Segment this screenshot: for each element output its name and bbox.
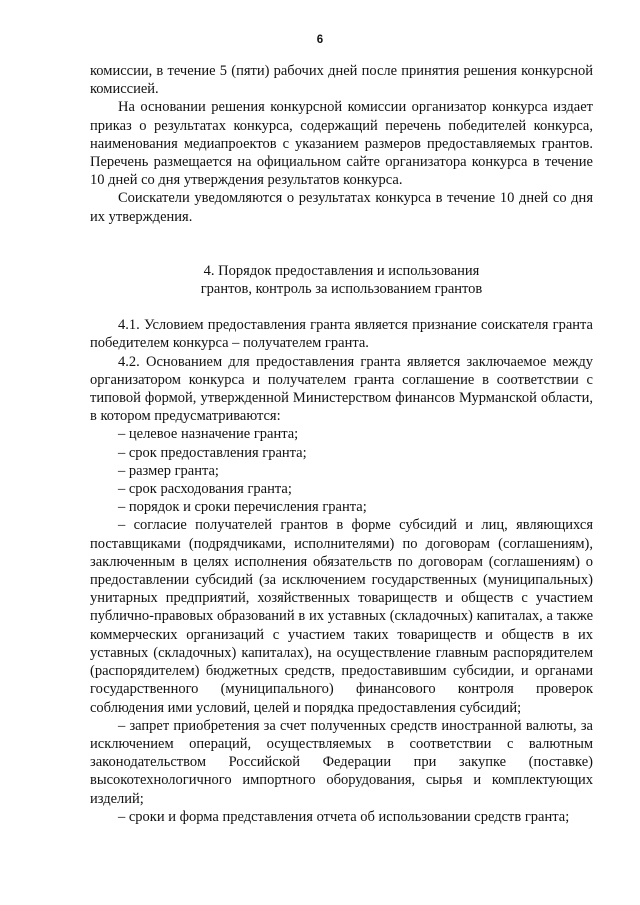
list-item: – согласие получателей грантов в форме субсидий и лиц, являющихся поставщиками (подрядчиками, исполнителями) по договорам (соглашениям), заключенным в целях исполнения обязательств по договорам (соглашениям) о предоставлении субсидий (за исключением государственных (муниципальных) унитарных предприятий, хозяйственных товариществ и обществ с участием публично-правовых образований в их уставных (складочных) капиталах, а также коммерческих организаций с участием таких товариществ и обществ в их уставных (складочных) капиталах), на осуществление главным распорядителем (распорядителем) бюджетных средств, предоставившим субсидии, и органами государственного (муниципального) финансового контроля проверок соблюдения ими условий, целей и порядка предоставления субсидий; xyxy=(90,517,593,716)
list-item: – сроки и форма представления отчета об использовании средств гранта; xyxy=(118,808,570,825)
document-body xyxy=(90,62,593,826)
paragraph-continuation: комиссии, в течение 5 (пяти) рабочих дней после принятия решения конкурсной комиссией. xyxy=(90,63,593,98)
list-item: – запрет приобретения за счет полученных средств иностранной валюты, за исключением операций, осуществляемых в соответствии с валютным законодательством Российской Федерации при закупке (поставке) высокотехнологичного импортного оборудования, сырья и комплектующих изделий; xyxy=(90,717,593,807)
page-number: 6 xyxy=(316,34,324,46)
section-heading-line1: 4. Порядок предоставления и использования xyxy=(203,262,480,279)
clause-4-2: 4.2. Основанием для предоставления гранта является заключаемое между организатором конкурса и получателем гранта соглашение в соответствии с типовой формой, утвержденной Министерством финансов Мурманской области, в котором предусматриваются: xyxy=(90,353,593,425)
paragraph-order-results: На основании решения конкурсной комиссии организатор конкурса издает приказ о результатах конкурса, содержащий перечень победителей конкурса, наименования медиапроектов с указанием размеров предоставляемых грантов. Перечень размещается на официальном сайте организатора конкурса в течение 10 дней со дня утверждения результатов конкурса. xyxy=(90,99,593,189)
section-heading xyxy=(90,262,593,298)
list-item: – порядок и сроки перечисления гранта; xyxy=(118,499,367,516)
paragraph-notification: Соискатели уведомляются о результатах конкурса в течение 10 дней со дня их утверждения. xyxy=(90,190,593,225)
list-item: – целевое назначение гранта; xyxy=(118,426,299,443)
list-item: – срок предоставления гранта; xyxy=(118,444,307,461)
section-heading-line2: грантов, контроль за использованием грантов xyxy=(200,281,483,298)
list-item: – срок расходования гранта; xyxy=(118,481,292,498)
list-item: – размер гранта; xyxy=(118,462,219,479)
clause-4-1: 4.1. Условием предоставления гранта является признание соискателя гранта победителем конкурса – получателем гранта. xyxy=(90,317,593,352)
